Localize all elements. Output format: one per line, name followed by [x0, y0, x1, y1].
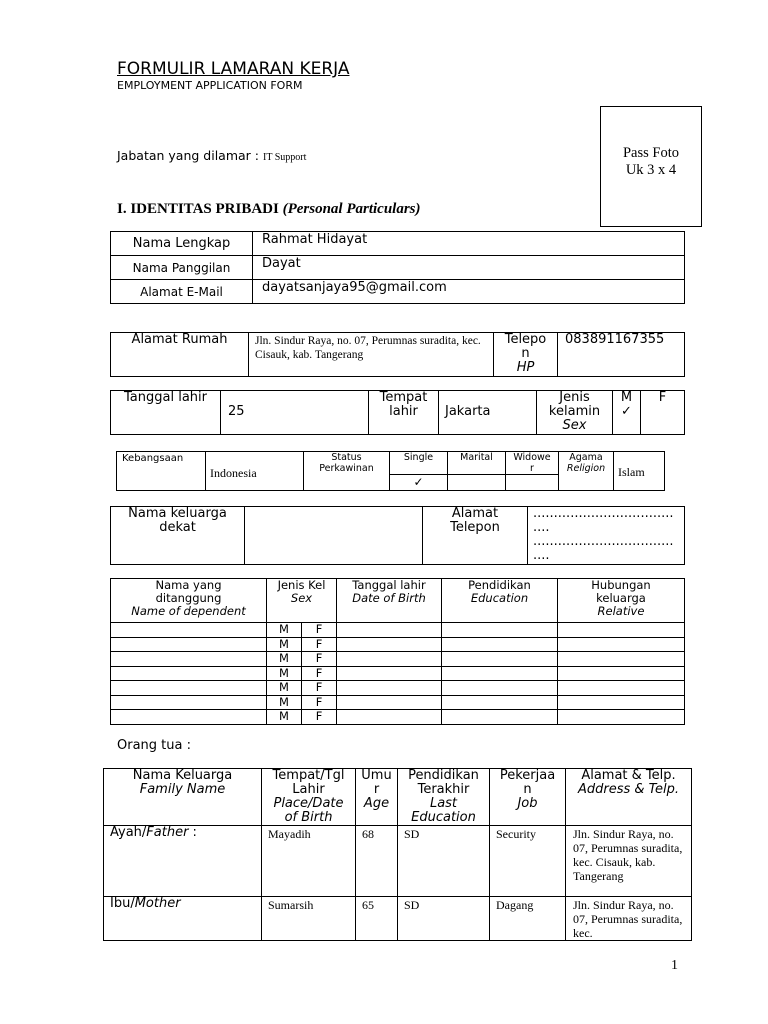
- relative-address-label-1: Alamat: [451, 506, 499, 521]
- birth-place-label-2: lahir: [389, 404, 418, 419]
- table-row: [111, 666, 685, 681]
- position-row: [117, 149, 306, 165]
- position-label: Jabatan yang dilamar :: [117, 148, 259, 163]
- relative-dots-4: ....: [533, 548, 550, 563]
- email-label: Alamat E-Mail: [111, 280, 253, 304]
- father-age: 68: [356, 826, 398, 897]
- dep-sex-f: F: [302, 637, 337, 652]
- marital-status-label-1: Status: [331, 452, 362, 463]
- gender-female-cell: F: [641, 391, 685, 435]
- nickname-label: Nama Panggilan: [111, 256, 253, 280]
- full-name-value: Rahmat Hidayat: [253, 232, 685, 256]
- parents-header-job-2: n: [523, 782, 532, 797]
- gender-male-label: M: [620, 390, 633, 405]
- religion-label-1: Agama: [569, 452, 603, 463]
- father-name: Mayadih: [262, 826, 356, 897]
- parents-header-edu-en-2: Education: [411, 810, 476, 825]
- table-row: [111, 710, 685, 725]
- parents-header-pob-2: Lahir: [292, 782, 325, 797]
- dep-header-rel-2: keluarga: [596, 591, 646, 605]
- parents-header-edu-2: Terakhir: [417, 782, 470, 797]
- gender-label-2: kelamin: [548, 404, 601, 419]
- father-row: [104, 826, 692, 897]
- father-label-id: Ayah/: [110, 825, 147, 840]
- dep-header-sex-1: Jenis Kel: [277, 578, 326, 592]
- relative-name-label-2: dekat: [159, 520, 196, 535]
- father-label-colon: :: [188, 825, 197, 840]
- address-value: Jln. Sindur Raya, no. 07, Perumnas suradita, kec. Cisauk, kab. Tangerang: [249, 333, 494, 377]
- gender-male-check-icon: ✓: [621, 404, 632, 419]
- relative-address-value: [528, 507, 685, 565]
- full-name-label: Nama Lengkap: [111, 232, 253, 256]
- dep-sex-f: F: [302, 652, 337, 667]
- dep-sex-m: M: [267, 666, 302, 681]
- mother-name: Sumarsih: [262, 897, 356, 941]
- widower-label-2: r: [530, 462, 534, 474]
- phone-label-line2: n: [521, 346, 530, 361]
- relative-name-label: [111, 507, 245, 565]
- dep-header-rel-en: Relative: [597, 604, 645, 618]
- relative-dots-1: ..................................: [533, 506, 674, 521]
- section-title-id: I. IDENTITAS PRIBADI: [117, 201, 279, 217]
- table-row: [111, 681, 685, 696]
- parents-header-pob-en-2: of Birth: [284, 810, 333, 825]
- parents-header-edu: [398, 769, 490, 826]
- mother-address: Jln. Sindur Raya, no. 07, Perumnas suradita, kec.: [566, 897, 692, 941]
- gender-male-cell: [613, 391, 641, 435]
- dep-sex-f: F: [302, 623, 337, 638]
- widower-label: [506, 452, 559, 475]
- table-row: [111, 637, 685, 652]
- phone-value: 083891167355: [558, 333, 685, 377]
- marital-status-label-2: Perkawinan: [319, 462, 374, 474]
- single-label: Single: [390, 452, 448, 475]
- relative-address-label: [423, 507, 528, 565]
- parents-header-pob: [262, 769, 356, 826]
- birth-place-value: Jakarta: [439, 391, 537, 435]
- mother-age: 65: [356, 897, 398, 941]
- section-title: [117, 201, 421, 218]
- dep-sex-f: F: [302, 681, 337, 696]
- dep-header-edu-1: Pendidikan: [468, 578, 531, 592]
- photo-box: [600, 106, 702, 227]
- address-table: [110, 332, 685, 377]
- table-row: [111, 623, 685, 638]
- dep-header-edu: [442, 579, 558, 623]
- table-row: [111, 652, 685, 667]
- parents-table: [103, 768, 692, 941]
- dep-sex-f: F: [302, 695, 337, 710]
- religion-value: Islam: [614, 452, 665, 491]
- dep-header-name: [111, 579, 267, 623]
- mother-label: [104, 897, 262, 941]
- dependents-table: [110, 578, 685, 725]
- nationality-label: Kebangsaan: [117, 452, 206, 491]
- parents-header-job: [490, 769, 566, 826]
- relative-name-value: [245, 507, 423, 565]
- address-label: Alamat Rumah: [111, 333, 249, 377]
- parents-header-addr: [566, 769, 692, 826]
- parents-label: Orang tua :: [117, 738, 191, 753]
- table-row: [111, 695, 685, 710]
- parents-header-edu-en-1: Last: [429, 796, 458, 811]
- dep-sex-m: M: [267, 637, 302, 652]
- nationality-table: [116, 451, 665, 491]
- gender-label-en: Sex: [562, 418, 587, 433]
- photo-label: Pass Foto: [622, 145, 679, 161]
- mother-label-en: Mother: [134, 896, 181, 911]
- dep-sex-m: M: [267, 710, 302, 725]
- dep-header-dob-en: Date of Birth: [352, 591, 426, 605]
- phone-label: [494, 333, 558, 377]
- email-value: dayatsanjaya95@gmail.com: [253, 280, 685, 304]
- parents-header-job-1: Pekerjaa: [499, 768, 556, 783]
- section-title-en: (Personal Particulars): [282, 201, 421, 217]
- gender-label-1: Jenis: [559, 390, 590, 405]
- birth-date-value: 25: [221, 391, 369, 435]
- dep-header-edu-en: Education: [470, 591, 529, 605]
- marital-status-label: [304, 452, 390, 491]
- identity-table: [110, 231, 685, 304]
- dep-header-sex-en: Sex: [290, 591, 313, 605]
- parents-header-age-1: Umu: [361, 768, 392, 783]
- birth-place-label-1: Tempat: [379, 390, 428, 405]
- dep-header-name-2: ditanggung: [155, 591, 222, 605]
- single-check-icon: ✓: [390, 475, 448, 491]
- mother-edu: SD: [398, 897, 490, 941]
- father-job: Security: [490, 826, 566, 897]
- form-subtitle: EMPLOYMENT APPLICATION FORM: [117, 79, 303, 92]
- gender-label: [537, 391, 613, 435]
- parents-header-age: [356, 769, 398, 826]
- dep-header-rel-1: Hubungan: [591, 578, 651, 592]
- dep-sex-m: M: [267, 681, 302, 696]
- parents-header-addr-1: Alamat & Telp.: [581, 768, 676, 783]
- birth-place-label: [369, 391, 439, 435]
- relative-dots-3: ..................................: [533, 534, 674, 549]
- parents-header-pob-en-1: Place/Date: [273, 796, 344, 811]
- religion-label: [559, 452, 614, 491]
- mother-job: Dagang: [490, 897, 566, 941]
- parents-header-age-2: r: [373, 782, 380, 797]
- dep-sex-m: M: [267, 695, 302, 710]
- parents-header-name: [104, 769, 262, 826]
- parents-header-edu-1: Pendidikan: [408, 768, 479, 783]
- dep-sex-f: F: [302, 666, 337, 681]
- dep-header-rel: [558, 579, 685, 623]
- father-label-en: Father: [146, 825, 189, 840]
- position-value: IT Support: [262, 152, 307, 163]
- dep-header-dob: [337, 579, 442, 623]
- father-address: Jln. Sindur Raya, no. 07, Perumnas suradita, kec. Cisauk, kab. Tangerang: [566, 826, 692, 897]
- birth-table: [110, 390, 685, 435]
- relative-table: [110, 506, 685, 565]
- marital-label: Marital: [448, 452, 506, 475]
- phone-label-en: HP: [516, 360, 535, 375]
- nationality-value: Indonesia: [206, 452, 304, 491]
- dep-header-dob-1: Tanggal lahir: [352, 578, 426, 592]
- relative-name-label-1: Nama keluarga: [128, 506, 227, 521]
- widower-check-cell: [506, 475, 559, 491]
- religion-label-en: Religion: [566, 462, 606, 474]
- marital-check-cell: [448, 475, 506, 491]
- form-title: FORMULIR LAMARAN KERJA: [117, 59, 350, 79]
- photo-size: Uk 3 x 4: [625, 162, 677, 178]
- dep-header-sex: [267, 579, 337, 623]
- dep-sex-m: M: [267, 623, 302, 638]
- page-number: 1: [671, 958, 678, 973]
- parents-header-addr-en: Address & Telp.: [577, 782, 680, 797]
- widower-label-1: Widowe: [513, 452, 551, 463]
- parents-header-name-1: Nama Keluarga: [132, 768, 233, 783]
- parents-header-pob-1: Tempat/Tgl: [272, 768, 345, 783]
- dep-sex-f: F: [302, 710, 337, 725]
- dep-header-name-1: Nama yang: [155, 578, 222, 592]
- parents-header-age-en: Age: [363, 796, 390, 811]
- father-edu: SD: [398, 826, 490, 897]
- nickname-value: Dayat: [253, 256, 685, 280]
- parents-header-job-en: Job: [517, 796, 538, 811]
- parents-header-name-en: Family Name: [139, 782, 226, 797]
- mother-row: [104, 897, 692, 941]
- dep-header-name-en: Name of dependent: [131, 604, 246, 618]
- birth-date-label: Tanggal lahir: [111, 391, 221, 435]
- relative-dots-2: ....: [533, 520, 550, 535]
- dep-sex-m: M: [267, 652, 302, 667]
- relative-address-label-2: Telepon: [450, 520, 500, 535]
- father-label: [104, 826, 262, 897]
- mother-label-id: Ibu/: [110, 896, 135, 911]
- phone-label-line1: Telepo: [504, 332, 547, 347]
